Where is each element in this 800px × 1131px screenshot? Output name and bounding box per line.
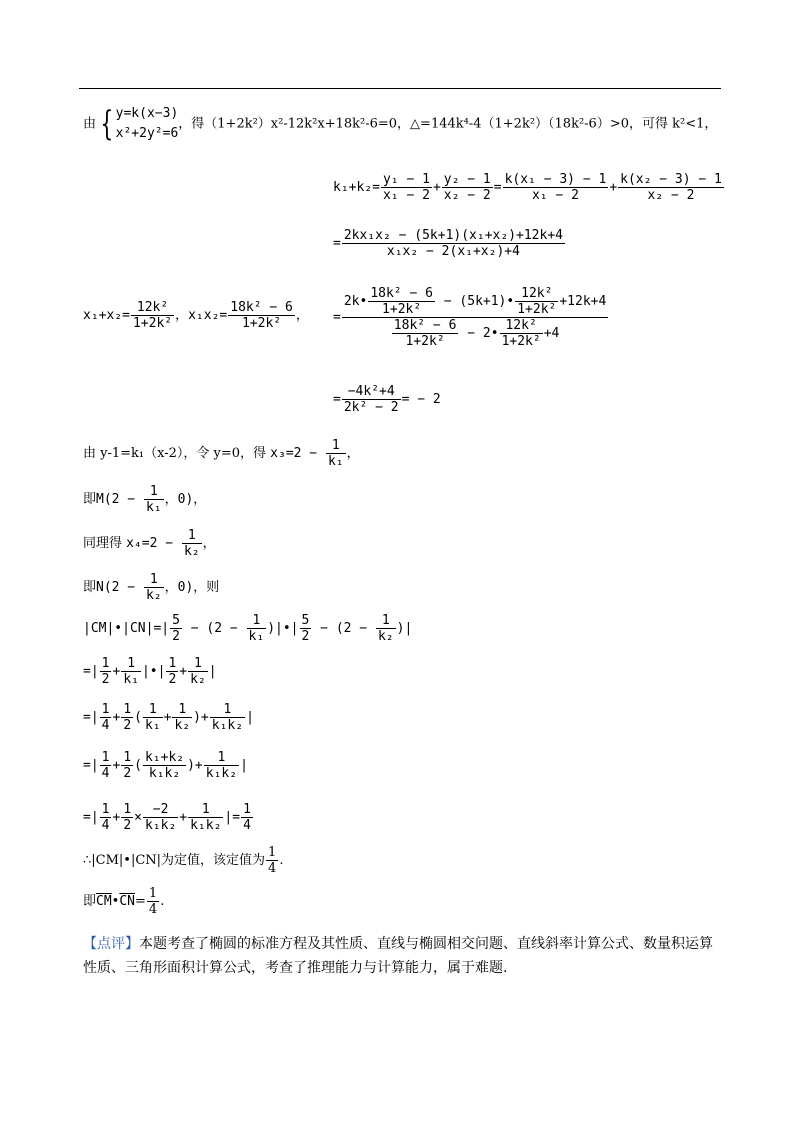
numerator: 1 [101, 750, 110, 765]
equals: = [135, 894, 146, 909]
vector-cn: $\overline{CN}$ [119, 894, 135, 909]
fraction [188, 802, 223, 833]
numerator: 1 [252, 613, 261, 628]
denominator: 4 [101, 766, 110, 781]
vieta-line [83, 300, 309, 331]
numerator: 1 [178, 702, 187, 717]
fraction [368, 286, 435, 317]
text: . [279, 853, 284, 868]
top-rule [79, 88, 721, 89]
fraction [143, 750, 186, 781]
text: ，0)， [164, 492, 207, 507]
review-line-1: 本题考查了椭圆的标准方程及其性质、直线与椭圆相交问题、直线斜率计算公式、数量积运算 [139, 936, 713, 952]
fraction [121, 702, 133, 733]
numerator: 1 [123, 702, 132, 717]
text: − (5k+1)• [435, 294, 515, 309]
point-m-line [83, 484, 206, 515]
numerator: 1 [268, 845, 277, 860]
x3-label: x₃=2 − [270, 446, 325, 461]
fraction [500, 318, 543, 349]
cm-cn-line [83, 613, 412, 644]
text: 2k• [343, 294, 368, 309]
denominator: 1+2k² [392, 333, 459, 349]
fraction [100, 656, 112, 687]
text: 即 [83, 894, 97, 909]
text: + [179, 810, 188, 825]
fraction [147, 886, 159, 917]
numerator: 1 [217, 750, 226, 765]
fraction [172, 702, 192, 733]
fraction [100, 750, 112, 781]
denominator: 1+2k² [517, 302, 557, 317]
denominator: x₁ − 2 [382, 188, 430, 203]
text: =| [83, 710, 99, 725]
compound-fraction [342, 286, 609, 349]
text: − (2 − [312, 621, 375, 636]
text: +4 [543, 326, 560, 341]
denominator: k₁k₂ [190, 818, 222, 833]
numerator: 1 [223, 702, 232, 717]
numerator: 12k² [521, 286, 553, 301]
denominator: 4 [148, 902, 158, 917]
denominator: 4 [268, 861, 277, 876]
text: | [208, 664, 217, 679]
result: = − 2 [401, 392, 441, 407]
vector-line [83, 886, 164, 917]
equation-line-1: y=k(x−3) [115, 106, 179, 121]
product-label: ，x₁x₂= [175, 308, 228, 323]
fraction [204, 750, 239, 781]
text: + [112, 710, 121, 725]
step-3 [83, 750, 248, 781]
text: )+ [193, 710, 209, 725]
slope-sum-lhs: k₁+k₂= [333, 180, 380, 195]
numerator: 12k² [505, 318, 537, 333]
text: 即M(2 − [83, 492, 143, 507]
numerator: 5 [172, 613, 180, 628]
denominator: 1+2k² [501, 334, 541, 349]
comma: ， [295, 308, 309, 323]
denominator: 2 [101, 672, 110, 687]
numerator: 1 [101, 656, 110, 671]
denominator: 1+2k² [368, 301, 435, 317]
numerator: 1 [149, 572, 158, 587]
numerator: 2kx₁x₂ − (5k+1)(x₁+x₂)+12k+4 [343, 228, 563, 243]
text: 由 y-1=k₁（x-2），令 y=0，得 [83, 446, 271, 461]
text: | [240, 758, 248, 773]
fraction [144, 484, 164, 515]
step-4 [83, 802, 254, 833]
numerator: 18k² − 6 [230, 300, 293, 315]
numerator: 1 [194, 656, 202, 671]
fraction [618, 172, 724, 203]
numerator: 1 [127, 656, 136, 671]
fraction [503, 172, 609, 203]
numerator: 1 [123, 802, 132, 817]
denominator: k₂ [174, 718, 191, 733]
fraction [326, 438, 346, 469]
denominator: x₁x₂ − 2(x₁+x₂)+4 [342, 243, 565, 259]
fraction [247, 613, 267, 644]
fraction [121, 750, 133, 781]
fraction [121, 802, 133, 833]
denominator: k₁k₂ [143, 765, 186, 781]
x4-line [83, 528, 216, 559]
fraction [515, 286, 558, 317]
numerator: 1 [331, 438, 340, 453]
review-note [83, 933, 713, 953]
fraction [241, 802, 253, 833]
text-you: 由 [83, 116, 97, 132]
numerator: 1 [381, 613, 390, 628]
denominator: 4 [101, 818, 110, 833]
slope-sum-line-4: = $\frac{\text{−4k²+4}}{\text{2k² − 2}}$ = − 2 [333, 384, 441, 415]
fraction [392, 318, 459, 349]
denominator: 4 [243, 818, 251, 833]
review-note-2 [83, 957, 507, 977]
text: ， [346, 446, 360, 461]
denominator: 4 [101, 718, 110, 733]
numerator: y₁ − 1 [382, 172, 430, 187]
text: |CM|•|CN|=| [83, 621, 170, 636]
fraction [143, 802, 178, 833]
text: =| [83, 810, 99, 825]
text: 即N(2 − [83, 580, 143, 595]
text: 同理得 [83, 536, 127, 551]
x3-line [83, 438, 360, 469]
denominator: 2 [301, 629, 310, 644]
vector-cm: $\overline{CM}$ [96, 894, 112, 909]
denominator: 1+2k² [228, 315, 295, 331]
text: )+ [187, 758, 203, 773]
denominator: k₁ [144, 718, 161, 733]
text: + [163, 710, 172, 725]
text: ( [134, 710, 142, 725]
denominator: x₂ − 2 [443, 188, 491, 203]
fraction [342, 228, 565, 259]
fraction [376, 613, 396, 644]
review-tag: 【点评】 [83, 936, 139, 952]
slope-sum-line-3: = 2k• $\frac{\text{18k² − 6}}{\text{1+2k²}}$ − (5k+1)• $\frac{\text{12k²}}{\text{1+2k²}}$ +12k+4 $\frac{\text{18k² − 6}}{\text{1+2k²}}$ − 2• $\frac{\text{12k²}}{\text{1+2k²}}$ +4 [333, 286, 607, 349]
numerator: 1 [101, 702, 110, 717]
denominator: 2 [172, 629, 180, 644]
text: |= [224, 810, 241, 825]
equation-line-2: x²+2y²=6 [115, 126, 179, 141]
conclusion-line [83, 845, 283, 876]
fraction [100, 802, 112, 833]
denominator: k₁ [248, 629, 265, 644]
fraction [188, 656, 208, 687]
fraction [442, 172, 493, 203]
brace: { [100, 104, 114, 144]
text: )| [396, 621, 413, 636]
numerator: 1 [148, 702, 157, 717]
x4-label: x₄=2 − [126, 536, 181, 551]
denominator: 2 [123, 718, 132, 733]
slope-sum-line-1: k₁+k₂= $\frac{\text{y₁ − 1}}{\text{x₁ − 2}}$ + $\frac{\text{y₂ − 1}}{\text{x₂ − 2}}$ = $\frac{\text{k(x₁ − 3) − 1}}{\text{x₁ − 2}}$ + $\frac{\text{k(x₂ − 3) − 1}}{\text{x₂ − 2}}$ [333, 172, 722, 203]
numerator: 1 [187, 528, 196, 543]
text: ∴|CM|•|CN|为定值，该定值为 [83, 853, 266, 868]
denominator: k₁k₂ [144, 818, 177, 833]
denominator: 1+2k² [132, 316, 173, 331]
numerator: 5 [301, 613, 310, 628]
fraction [182, 528, 202, 559]
denominator: k₁k₂ [205, 766, 238, 781]
denominator: x₁ − 2 [503, 187, 609, 203]
text: + [112, 758, 121, 773]
fraction [100, 702, 112, 733]
dot: • [111, 894, 120, 909]
numerator: 1 [243, 802, 251, 817]
fraction [210, 702, 245, 733]
fraction [144, 572, 164, 603]
compound-numerator [342, 286, 609, 317]
fraction [121, 656, 141, 687]
denominator: k₁k₂ [211, 718, 244, 733]
denominator: k₁ [327, 454, 344, 469]
text: × [134, 810, 142, 825]
text: . [160, 894, 165, 909]
numerator: 1 [201, 802, 210, 817]
numerator: k(x₂ − 3) − 1 [620, 172, 722, 187]
text: − 2• [459, 326, 499, 341]
fraction [300, 613, 312, 644]
denominator: 2k² − 2 [343, 400, 399, 415]
step-1 [83, 656, 217, 687]
denominator: k₁ [145, 500, 162, 515]
numerator: 1 [101, 802, 110, 817]
numerator: −4k²+4 [347, 384, 395, 399]
denominator: 2 [168, 672, 177, 687]
text: ( [134, 758, 142, 773]
fraction [143, 702, 163, 733]
numerator: 1 [123, 750, 132, 765]
denominator: x₂ − 2 [618, 187, 724, 203]
denominator: k₂ [190, 672, 206, 687]
system-line [83, 104, 717, 144]
numerator: k₁+k₂ [144, 750, 185, 765]
fraction [131, 300, 174, 331]
review-line-2: 性质、三角形面积计算公式，考查了推理能力与计算能力，属于难题. [83, 960, 508, 976]
numerator: −2 [152, 802, 169, 817]
numerator: 12k² [136, 300, 169, 315]
sum-label: x₁+x₂= [83, 308, 130, 323]
text: + [112, 664, 121, 679]
text: +12k+4 [559, 294, 607, 309]
denominator: k₂ [377, 629, 394, 644]
text: |•| [141, 664, 166, 679]
text: − (2 − [182, 621, 246, 636]
text: =| [83, 758, 99, 773]
point-n-line [83, 572, 219, 603]
numerator: y₂ − 1 [443, 172, 491, 187]
numerator: k(x₁ − 3) − 1 [504, 172, 607, 187]
denominator: 2 [123, 818, 132, 833]
fraction [266, 845, 278, 876]
numerator: 1 [149, 484, 158, 499]
denominator: k₁ [123, 672, 139, 687]
denominator: k₂ [183, 544, 200, 559]
text: + [112, 810, 121, 825]
compound-denominator [342, 317, 609, 349]
text: ， [202, 536, 216, 551]
denominator: 2 [123, 766, 132, 781]
numerator: 18k² − 6 [370, 286, 433, 301]
fraction [170, 613, 182, 644]
numerator: 1 [148, 886, 158, 901]
equation-system [116, 104, 179, 144]
numerator: 18k² − 6 [393, 318, 457, 333]
denominator: k₂ [145, 588, 162, 603]
text: =| [83, 664, 99, 679]
fraction [342, 384, 401, 415]
fraction [381, 172, 432, 203]
text: + [179, 664, 188, 679]
numerator: 1 [168, 656, 177, 671]
text: ，0)，则 [164, 580, 220, 595]
step-2 [83, 702, 254, 733]
slope-sum-line-2: = $\frac{\text{2kx₁x₂ − (5k+1)(x₁+x₂)+12k+4}}{\text{x₁x₂ − 2(x₁+x₂)+4}}$ [333, 228, 563, 259]
fraction [166, 656, 178, 687]
text: | [246, 710, 254, 725]
quadratic-text: ，得（1+2k²）x²-12k²x+18k²-6=0，△=144k⁴-4（1+2k²）（18k²-6）>0，可得 k²<1， [178, 116, 718, 132]
fraction [228, 300, 295, 331]
text: )|•| [267, 621, 299, 636]
